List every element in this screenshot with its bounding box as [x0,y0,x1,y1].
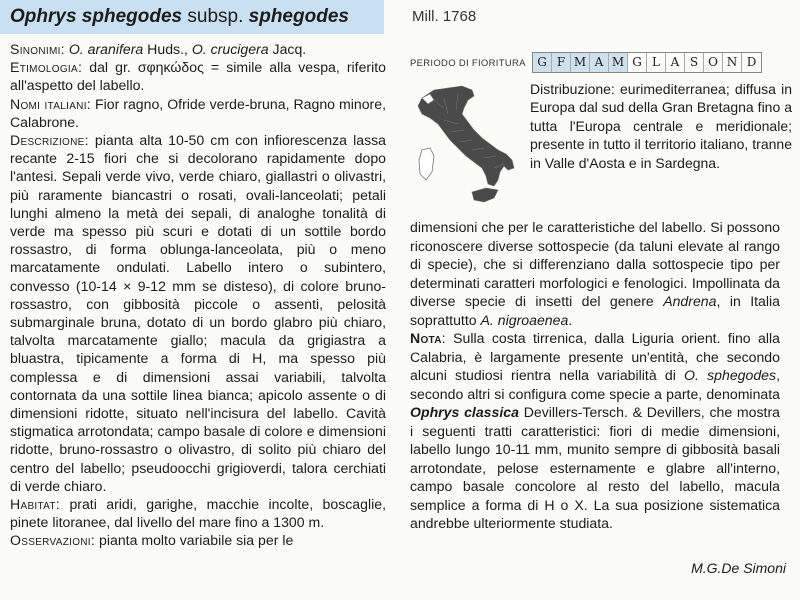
subsp-name: sphegodes [248,6,349,27]
habitat-text: prati aridi, garighe, macchie incolte, boscaglie, pinete litoranee, dal livello del mare fino a 1300 m. [10,496,386,531]
descrizione-label: Descrizione: [10,132,89,149]
month-cell: S [685,53,704,72]
species-name: Ophrys sphegodes [10,6,183,27]
etimologia-text: dal gr. σφηκώδος = simile alla vespa, riferito all'aspetto del labello. [10,59,386,94]
nota-text-1: : Sulla costa tirrenica, dalla Liguria orient. fino alla Calabria, è largamente presente un'entità, che secondo alcuni studiosi rientra nella variabilità di [410,330,780,383]
month-cell: F [552,53,571,72]
descrizione-paragraph [10,131,386,495]
synonym-1-author: Huds., [147,41,188,57]
descrizione-text: pianta alta 10-50 cm con infiorescenza lassa recante 2-15 fiori che si decolorano rapidamente dopo l'antesi. Sepali verde vivo, verde chiaro, giallastri o olivastri, più raramente biancastri o rosati, ovali-lanceolati; petali lunghi almeno la metà dei sepali, di analoghe tonalità di verde ma spesso più scuri e dotati di un sottile bordo rossastro, di forma oblunga-lanceolata, più o meno marcatamente ondulati. Labello intero o subintero, convesso (10-14 × 9-12 mm se disteso), di colore bruno-rossastro, con gibbosità piccole o assenti, pelosità submarginale bruna, dotato di un bordo glabro più chiaro, talvolta marcatamente giallo; macula da grigiastra a bluastra, tipicamente a forma di H, ma spesso più complessa e di dimensioni assai variabili, talvolta contornata da una sottile linea bianca; apicolo assente o di dimensioni ridotte, situato nell'incisura del labello. Cavità stigmatica arrotondata; campo basale di colore e dimensioni ridotte, bruno-rossastro o olivastro, di solito più chiaro del centro del labello; pseudoocchi grigioverdi, talora cerchiati di verde chiaro. [10,132,387,494]
nomi-paragraph [10,95,386,131]
distribuzione-paragraph [530,80,792,172]
genus-andrena: Andrena [663,293,717,309]
nota-label: Nota [410,330,442,346]
month-cell: G [533,53,552,72]
nota-text-3: Devillers-Tersch. & Devillers, che mostra i seguenti tratti caratteristici: fiori di medie dimensioni, labello lungo 10-11 mm, munito sempre di gibbosità basali arrotondate, pelose esternamente e glabre all'interno, campo basale concolore al resto del labello, macula semplice a forma di H o X. La sua posizione sistematica andrebbe ulteriormente studiata. [410,404,780,531]
month-cell: M [609,53,628,72]
etimologia-paragraph [10,58,386,94]
month-cell: N [723,53,742,72]
flowering-label: PERIODO DI FIORITURA [410,58,526,69]
right-column [410,218,780,533]
month-cell: L [647,53,666,72]
nomi-label: Nomi italiani: [10,95,91,112]
author-year: Mill. 1768 [412,8,477,25]
nomi-text: Fior ragno, Ofride verde-bruna, Ragno minore, Calabrone. [10,95,386,130]
distribuzione-text: Distribuzione: eurimediterranea; diffusa in Europa dal sud della Gran Bretagna fino a tutta l'Europa centrale e meridionale; presente in tutto il territorio italiano, tranne in Valle d'Aosta e in Sardegna. [530,81,792,171]
month-cell: D [746,55,757,69]
nota-text-2: , secondo altri si configura come specie a parte, denominata [410,367,780,402]
sardinia [419,148,434,180]
nota-species-2: Ophrys classica [410,404,519,420]
osservazioni-text: pianta molto variabile sia per le [99,532,294,549]
month-cell: A [666,53,685,72]
sicily [472,188,498,202]
species-title [0,0,384,34]
month-cell: M [571,53,590,72]
author-signature: M.G.De Simoni [691,560,786,576]
species-nigroaenea: A. nigroaenea [480,311,569,328]
habitat-label: Habitat: [10,496,61,513]
nota-species-1: O. sphegodes [684,367,777,383]
sinonimi-paragraph [10,40,386,58]
subsp-label: subsp. [187,6,244,27]
month-cell: G [628,53,647,72]
continuation-text-2: , in Italia soprattutto [410,293,780,328]
month-cell: O [704,53,723,72]
osservazioni-label: Osservazioni: [10,532,96,549]
sinonimi-label: Sinonimi: [10,41,65,57]
left-column [10,40,386,550]
italy-distribution-map [414,80,524,210]
etimologia-label: Etimologia: [10,59,83,76]
synonym-1: O. aranifera [68,41,144,57]
synonym-2: O. crucigera [191,41,269,57]
flowering-months [532,52,762,73]
month-cell: A [590,53,609,72]
nota-paragraph [410,329,780,533]
continuation-paragraph: dimensioni che per le caratteristiche del labello. Si possono riconoscere diverse sottospecie (da taluni elevate al rango di specie), che si differenziano dalla sottospecie tipo per determinati caratteri morfologici e fenologici. Impollinata da diverse specie di insetti del genere Andrena, in Italia soprattutto A. nigroaenea. [410,219,780,328]
osservazioni-paragraph [10,531,386,549]
synonym-2-author: Jacq. [272,41,307,57]
continuation-text: dimensioni che per le caratteristiche del labello. Si possono riconoscere diverse sottospecie (da taluni elevate al rango di specie), che si differenziano dalla sottospecie tipo per determinati caratteri morfologici e fenologici. Impollinata da diverse specie di insetti del genere [410,219,780,309]
habitat-paragraph [10,495,386,531]
